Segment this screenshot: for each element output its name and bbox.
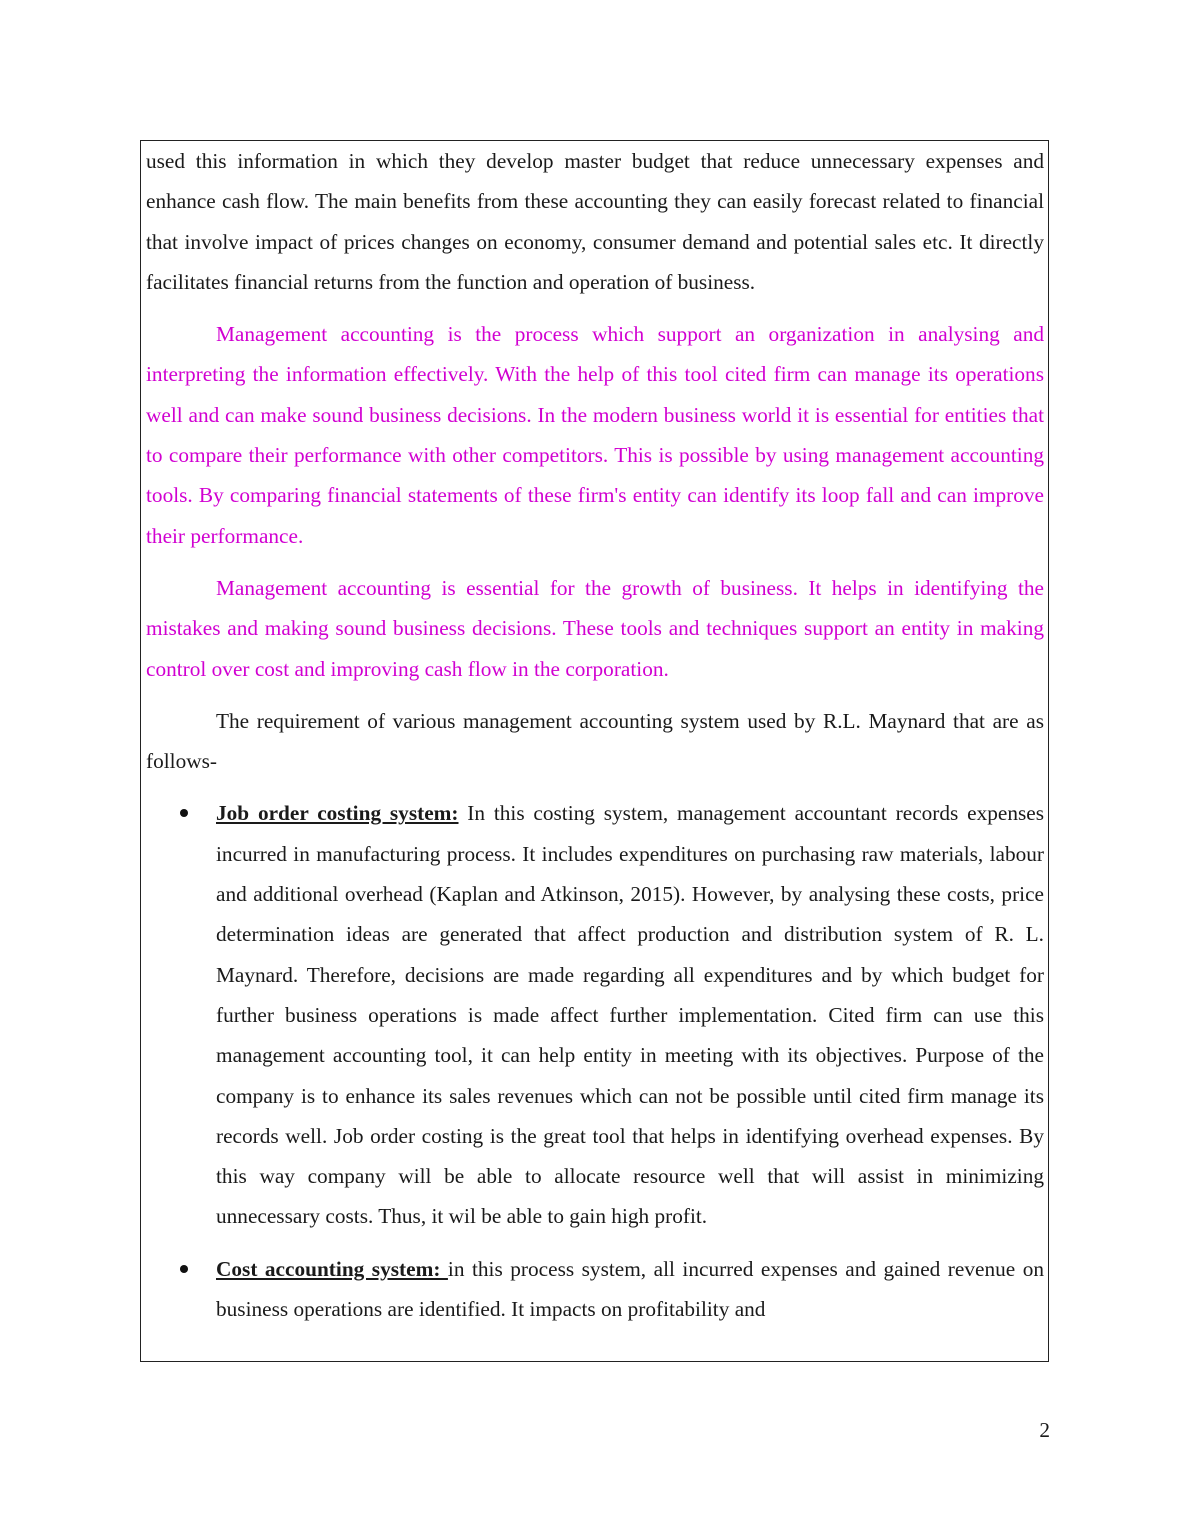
bullet-icon (180, 1265, 188, 1273)
document-body (146, 141, 1044, 1341)
bullet-text: In this costing system, management accountant records expenses incurred in manufacturing process. It includes expenditures on purchasing raw materials, labour and additional overhead (Kaplan and Atkinson, 2015). However, by analysing these costs, price determination ideas are generated that affect production and distribution system of R. L. Maynard. Therefore, decisions are made regarding all expenditures and by which budget for further business operations is made affect further implementation. Cited firm can use this management accounting tool, it can help entity in meeting with its objectives. Purpose of the company is to enhance its sales revenues which can not be possible until cited firm manage its records well. Job order costing is the great tool that helps in identifying overhead expenses. By this way company will be able to allocate resource well that will assist in minimizing unnecessary costs. Thus, it wil be able to gain high profit. (216, 801, 1044, 1229)
accounting-systems-list (146, 793, 1044, 1329)
paragraph-management-accounting-growth: Management accounting is essential for the growth of business. It helps in identifying the mistakes and making sound business decisions. These tools and techniques support an entity in making control over cost and improving cash flow in the corporation. (146, 575, 1044, 681)
page-number: 2 (1039, 1418, 1050, 1442)
bullet-icon (180, 809, 188, 817)
bullet-term: Cost accounting system: (216, 1256, 448, 1281)
paragraph-management-accounting-process: Management accounting is the process which support an organization in analysing and interpreting the information effectively. With the help of this tool cited firm can manage its operations well and can make sound business decisions. In the modern business world it is essential for entities that to compare their performance with other competitors. This is possible by using management accounting tools. By comparing financial statements of these firm's entity can identify its loop fall and can improve their performance. (146, 322, 1044, 548)
bullet-term: Job order costing system: (216, 801, 459, 826)
paragraph-budget-benefits: used this information in which they develop master budget that reduce unnecessary expenses and enhance cash flow. The main benefits from these accounting they can easily forecast related to financial that involve impact of prices changes on economy, consumer demand and potential sales etc. It directly facilitates financial returns from the function and operation of business. (146, 149, 1044, 294)
page-border-frame (140, 140, 1049, 1362)
paragraph-requirements-intro: The requirement of various management accounting system used by R.L. Maynard that are as follows- (146, 708, 1044, 774)
list-item-cost-accounting (146, 1249, 1044, 1330)
bullet-text: in this process system, all incurred expenses and gained revenue on business operations are identified. It impacts on profitability and (216, 1256, 1044, 1322)
list-item-job-order-costing (146, 793, 1044, 1236)
